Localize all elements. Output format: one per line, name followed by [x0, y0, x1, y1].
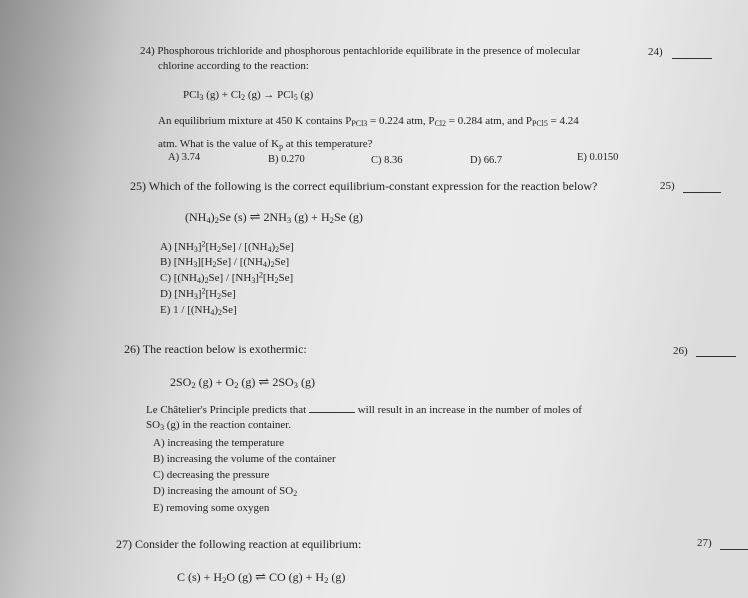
q26-answer-label: 26)	[673, 345, 688, 357]
q25-choice-a[interactable]: A) $[NH_3]^2[H_2Se] / [(NH_4)_2Se]$	[160, 239, 294, 254]
q27-answer-label: 27)	[697, 537, 712, 549]
q25-line: 25) Which of the following is the correct equilibrium-constant expression for the reaction below?	[130, 179, 598, 193]
q26-choice-a[interactable]: A) increasing the temperature	[153, 437, 285, 449]
q26-prompt: Le Châtelier's Principle predicts that will result in an increase in the number of moles of	[146, 404, 582, 416]
q26-prompt-line2: $SO_3$ (g) in the reaction container.	[146, 419, 292, 432]
q25-choice-d[interactable]: D) $[NH_3]^2[H_2Se]$	[160, 286, 236, 301]
equilibrium-arrow-icon: ⇌	[258, 374, 270, 389]
q26-choice-d[interactable]: D) increasing the amount of $SO_2$	[153, 485, 298, 498]
q25-reaction: $(NH_4)_2Se$ (s) ⇌ $2NH_3$ $(g) + H_2Se$ (g)	[185, 209, 363, 226]
q24-choice-e[interactable]: E) 0.0150	[577, 152, 619, 163]
q25-answer-label: 25)	[660, 180, 675, 192]
q26-answer-blank[interactable]	[696, 356, 736, 357]
q24-reaction: PCl$_3$ $(g) + Cl_2$ (g) → PCl$_5$ (g)	[183, 89, 314, 102]
q26-choice-c[interactable]: C) decreasing the pressure	[153, 469, 270, 481]
q24-question: atm. What is the value of $K_p$ at this temperature?	[158, 138, 373, 151]
q24-choice-b[interactable]: B) 0.270	[268, 154, 305, 165]
equilibrium-arrow-icon: ⇌	[255, 569, 266, 584]
equilibrium-arrow-icon: ⇌	[249, 209, 261, 224]
q26-choice-b[interactable]: B) increasing the volume of the container	[153, 453, 336, 465]
q25-choice-b[interactable]: B) $[NH_3][H_2Se] / [(NH_4)_2Se]$	[160, 256, 290, 269]
q25-choice-e[interactable]: E) $1 / [(NH_4)_2Se]$	[160, 304, 237, 317]
q25-answer-blank[interactable]	[683, 192, 721, 193]
q24-line1: 24) Phosphorous trichloride and phosphorous pentachloride equilibrate in the presence of molecular	[140, 45, 581, 57]
q24-choice-d[interactable]: D) 66.7	[470, 155, 503, 166]
q27-line: 27) Consider the following reaction at equilibrium:	[116, 537, 362, 551]
q24-given: An equilibrium mixture at 450 K contains $P_{PCl3} = 0.224$ atm, $P_{Cl2} = 0.284$ atm, and $P_{PCl5} = 4.24$	[158, 115, 579, 128]
q26-reaction: $2SO_2$ $(g) + O_2$ (g) ⇌ $2SO_3$ (g)	[170, 374, 315, 391]
q25-choice-c[interactable]: C) $[(NH_4)_2Se] / [NH_3]^2[H_2Se]$	[160, 270, 294, 285]
q24-choice-c[interactable]: C) 8.36	[371, 155, 403, 166]
q24-line2: chlorine according to the reaction:	[158, 60, 309, 72]
q26-choice-e[interactable]: E) removing some oxygen	[153, 502, 270, 514]
q24-choice-a[interactable]: A) 3.74	[168, 152, 201, 163]
q27-answer-blank[interactable]	[720, 549, 748, 550]
q24-answer-label: 24)	[648, 46, 663, 58]
q26-line: 26) The reaction below is exothermic:	[124, 342, 307, 356]
q26-inline-blank[interactable]	[309, 412, 355, 413]
q27-reaction: C $(s) + H_2O$ (g) ⇌ CO $(g) + H_2$ (g)	[177, 569, 346, 586]
q24-answer-blank[interactable]	[672, 58, 712, 59]
